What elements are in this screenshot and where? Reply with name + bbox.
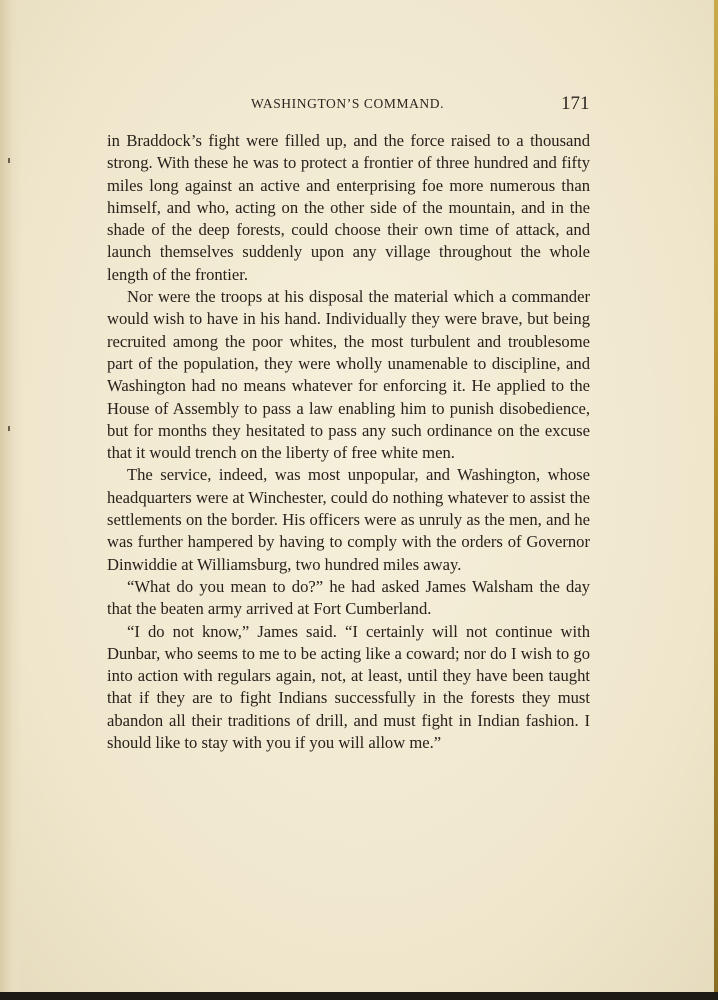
running-head: WASHINGTON’S COMMAND. xyxy=(251,96,445,111)
page-edge xyxy=(714,0,718,992)
page-number: 171 xyxy=(561,93,590,114)
paragraph: Nor were the troops at his disposal the material which a commander would wish to have in his hand. Individually they were brave, but being recruited among the poor whites, the most turbulent and troublesome part of the population, they were wholly unamenable to discipline, and Washington had no means whatever for enforcing it. He applied to the House of Assembly to pass a law enabling him to punish disobedience, but for months they hesitated to pass any such ordinance on the excuse that it would trench on the liberty of free white men. xyxy=(107,287,590,463)
body-text xyxy=(107,130,590,754)
scan-bottom-edge xyxy=(0,992,718,1000)
paragraph: The service, indeed, was most unpopular, and Washington, whose headquarters were at Winchester, could do nothing whatever to assist the settlements on the border. His officers were as unruly as the men, and he was further hampered by having to comply with the orders of Governor Dinwiddie at Williamsburg, two hundred miles away. xyxy=(107,465,590,574)
margin-mark xyxy=(8,158,10,163)
paragraph: “What do you mean to do?” he had asked James Walsham the day that the beaten army arrived at Fort Cumberland. xyxy=(107,576,590,619)
paragraph: “I do not know,” James said. “I certainly will not continue with Dunbar, who seems to me to be acting like a coward; nor do I wish to go into action with regulars again, not, at least, until they have been taught that if they are to fight Indians successfully in the forests they must abandon all their traditions of drill, and must fight in Indian fashion. I should like to stay with you if you will allow me.” xyxy=(107,621,590,753)
binding-gutter xyxy=(0,0,22,992)
margin-mark xyxy=(8,426,10,431)
page-header xyxy=(0,93,718,120)
paragraph: in Braddock’s fight were filled up, and the force raised to a thousand strong. With these he was to protect a frontier of three hundred and fifty miles long against an active and enterprising foe more numerous than himself, and who, acting on the other side of the mountain, and in the shade of the deep forests, could choose their own time of attack, and launch themselves suddenly upon any village throughout the whole length of the frontier. xyxy=(107,131,590,284)
